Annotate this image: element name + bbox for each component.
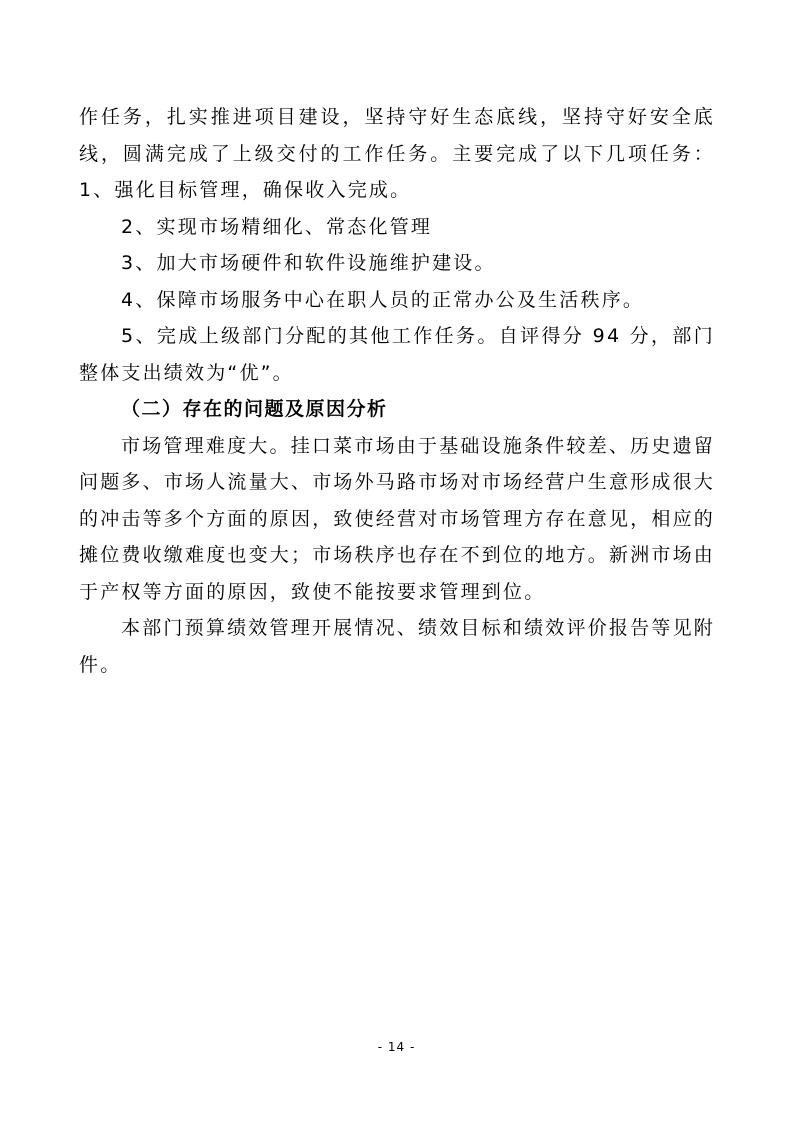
body-paragraph-continuation: 作任务，扎实推进项目建设，坚持守好生态底线，坚持守好安全底线，圆满完成了上级交付的工作任务。主要完成了以下几项任务：1、强化目标管理，确保收入完成。: [79, 106, 715, 201]
body-paragraph-attachment-note: 本部门预算绩效管理开展情况、绩效目标和绩效评价报告等见附件。: [79, 617, 715, 676]
body-paragraph-task-2: 2、实现市场精细化、常态化管理: [121, 215, 433, 238]
page-number: - 14 -: [377, 1040, 416, 1054]
body-paragraph-task-3: 3、加大市场硬件和软件设施维护建设。: [121, 252, 496, 274]
section-heading: （二）存在的问题及原因分析: [121, 398, 388, 420]
body-paragraph-task-5: 5、完成上级部门分配的其他工作任务。自评得分 94 分，部门整体支出绩效为“优”。: [79, 325, 715, 384]
body-paragraph-task-4: 4、保障市场服务中心在职人员的正常办公及生活秩序。: [121, 288, 645, 311]
page-content: [79, 99, 715, 683]
body-paragraph-problems: 市场管理难度大。挂口菜市场由于基础设施条件较差、历史遗留问题多、市场人流量大、市场外马路市场对市场经营户生意形成很大的冲击等多个方面的原因，致使经营对市场管理方存在意见，相应的摊位费收缴难度也变大；市场秩序也存在不到位的地方。新洲市场由于产权等方面的原因，致使不能按要求管理到位。: [79, 434, 716, 603]
